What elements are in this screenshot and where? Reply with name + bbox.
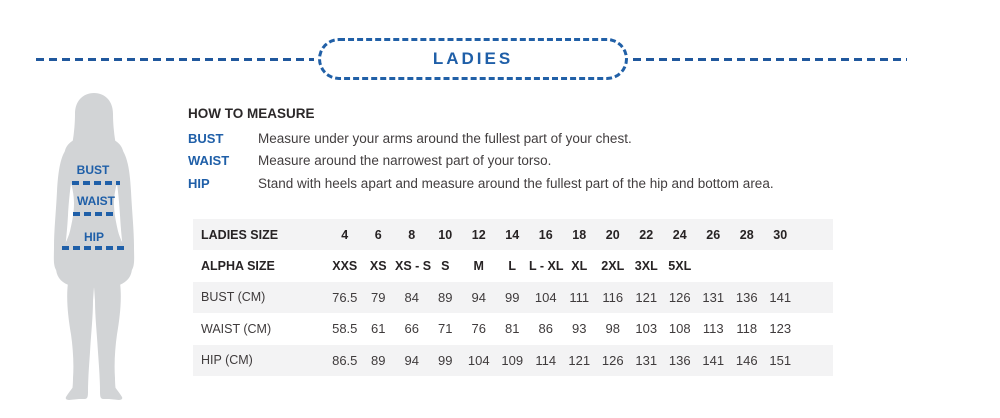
table-cell: M [473, 259, 484, 274]
table-cell: 104 [534, 289, 557, 305]
table-cell: 151 [769, 352, 792, 368]
figure-bust-label: BUST [76, 163, 110, 177]
figure-waist-line [73, 212, 117, 216]
how-to-measure-section [188, 106, 888, 195]
table-cell: 94 [404, 352, 419, 368]
table-cell: 123 [769, 321, 792, 337]
table-cell: 26 [706, 227, 721, 242]
table-row [193, 250, 833, 281]
table-cell: 58.5 [332, 321, 358, 337]
figure-hip-label: HIP [83, 230, 104, 244]
table-cell: 14 [505, 227, 520, 242]
table-cell: 71 [438, 321, 453, 337]
table-row [193, 313, 833, 344]
table-cell: 8 [408, 227, 416, 242]
table-cell: 126 [668, 289, 691, 305]
table-cell: 10 [438, 227, 453, 242]
measure-item-waist [188, 150, 888, 173]
table-cell: 146 [735, 352, 758, 368]
figure-bust-line [72, 181, 120, 185]
size-table [193, 219, 833, 376]
measurement-figure [48, 92, 148, 400]
table-cell: 81 [505, 321, 520, 337]
table-cell: 12 [471, 227, 486, 242]
table-cell: 114 [535, 352, 557, 368]
banner-divider-left [36, 58, 314, 61]
table-cell: S [441, 259, 450, 274]
table-cell: 108 [668, 321, 691, 337]
measure-item-text: Measure around the narrowest part of your torso. [258, 153, 552, 169]
table-cell: XXS [332, 259, 358, 274]
table-cell: 89 [371, 352, 386, 368]
table-cell: 28 [739, 227, 754, 242]
table-cell: 5XL [668, 259, 692, 274]
table-cell: 104 [467, 352, 490, 368]
table-cell: XL [571, 259, 588, 274]
table-cell: 126 [601, 352, 624, 368]
row-label: ALPHA SIZE [201, 259, 275, 274]
banner-title: LADIES [432, 49, 514, 68]
table-cell: 99 [505, 289, 520, 305]
measure-item-label: HIP [188, 175, 210, 191]
how-to-measure-title: HOW TO MEASURE [188, 106, 315, 121]
table-cell: 2XL [601, 259, 625, 274]
table-cell: 3XL [634, 259, 658, 274]
table-cell: 113 [702, 321, 724, 337]
table-cell: 93 [572, 321, 587, 337]
table-cell: L - XL [529, 259, 564, 274]
table-row [193, 282, 833, 313]
table-cell: 20 [605, 227, 620, 242]
table-cell: XS - S [395, 259, 432, 274]
figure-waist-label: WAIST [77, 194, 115, 208]
table-cell: 16 [538, 227, 553, 242]
row-label: WAIST (CM) [201, 321, 272, 336]
table-cell: 6 [374, 227, 382, 242]
measure-item-text: Stand with heels apart and measure around the fullest part of the hip and bottom area. [258, 175, 774, 191]
table-cell: 136 [735, 289, 758, 305]
table-cell: 141 [769, 289, 792, 305]
table-cell: 109 [501, 352, 524, 368]
table-cell: 18 [572, 227, 587, 242]
measure-item-label: WAIST [188, 153, 230, 169]
table-cell: 76 [471, 321, 486, 337]
table-cell: 121 [568, 352, 591, 368]
banner-divider-right [633, 58, 907, 61]
row-label: LADIES SIZE [201, 227, 279, 242]
table-cell: L [508, 259, 517, 274]
ladies-banner [318, 38, 628, 80]
table-cell: 141 [702, 352, 725, 368]
table-cell: 99 [438, 352, 453, 368]
table-cell: 79 [371, 289, 386, 305]
table-cell: 24 [672, 227, 687, 242]
table-cell: 136 [668, 352, 691, 368]
table-cell: 94 [471, 289, 486, 305]
row-label: BUST (CM) [201, 290, 266, 305]
table-cell: 22 [639, 227, 654, 242]
table-cell: 103 [635, 321, 658, 337]
table-cell: 131 [702, 289, 725, 305]
how-to-measure-list [188, 127, 888, 195]
table-row [193, 345, 833, 376]
table-cell: 131 [635, 352, 658, 368]
table-cell: 89 [438, 289, 453, 305]
measure-item-text: Measure under your arms around the fullest part of your chest. [258, 130, 632, 146]
figure-hip-line [62, 246, 126, 250]
table-cell: 116 [602, 289, 624, 305]
table-row [193, 219, 833, 250]
table-cell: 86 [538, 321, 553, 337]
table-cell: 86.5 [332, 352, 358, 368]
table-cell: 121 [635, 289, 658, 305]
row-label: HIP (CM) [201, 353, 253, 368]
table-cell: 61 [371, 321, 386, 337]
table-cell: 84 [404, 289, 419, 305]
table-cell: 4 [341, 227, 349, 242]
table-cell: 76.5 [332, 289, 358, 305]
table-cell: 98 [605, 321, 620, 337]
measure-item-label: BUST [188, 130, 224, 146]
table-cell: XS [369, 259, 387, 274]
measure-item-bust [188, 127, 888, 150]
table-cell: 118 [736, 321, 758, 337]
table-cell: 66 [404, 321, 419, 337]
table-cell: 111 [569, 289, 590, 305]
table-cell: 30 [773, 227, 788, 242]
measure-item-hip [188, 172, 888, 195]
